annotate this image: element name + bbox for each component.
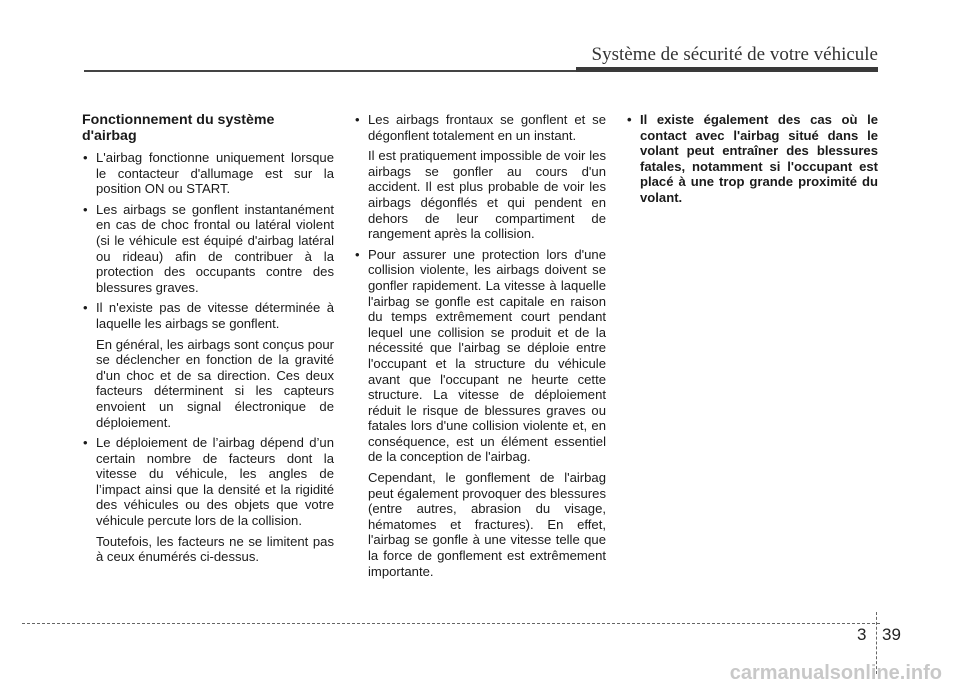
page-number: 39 (882, 625, 901, 644)
column-middle (354, 112, 606, 584)
paragraph-injuries: Cependant, le gonflement de l'airbag peut également provoquer des blessures (entre autres, abrasion du visage, hématomes et fractures). En effet, l'airbag se gonfle à une vitesse telle que la force de gonflement est extrêmement importante. (368, 470, 606, 579)
section-heading-line2: d'airbag (82, 128, 137, 144)
section-heading-line1: Fonctionnement du système (82, 112, 275, 128)
header-rule-thick (576, 67, 878, 72)
bullet-frontal-airbags: • Les airbags frontaux se gonflent et se dégonflent totalement en un instant. (354, 112, 606, 143)
header-title: Système de sécurité de votre véhicule (591, 44, 878, 65)
bullet-ignition: • L'airbag fonctionne uniquement lorsque le contacteur d'allumage est sur la position ON ou START. (82, 150, 334, 197)
column-left (82, 112, 334, 570)
bullet-speed: • Il n'existe pas de vitesse déterminée à laquelle les airbags se gonflent. (82, 300, 334, 331)
chapter-number: 3 (857, 625, 867, 644)
watermark: carmanualsonline.info (729, 662, 942, 684)
bullet-steering-wheel-warning: • Il existe également des cas où le contact avec l'airbag situé dans le volant peut entraîner des blessures fatales, notamment si l'occupant est placé à une trop grande proximité du volant. (626, 112, 878, 206)
header-rule-thin (84, 70, 576, 72)
bullet-deployment-factors: • Le déploiement de l’airbag dépend d’un certain nombre de facteurs dont la vitesse du véhicule, les angles de l’impact ainsi que la densité et la rigidité des véhicules ou des objets que votre véhicule percute lors de la collision. (82, 435, 334, 529)
bullet-rapid-inflation: • Pour assurer une protection lors d'une collision violente, les airbags doivent se gonfler rapidement. La vitesse à laquelle l'airbag se gonfle est capitale en raison du temps extrêmement court pendant lequel une collision se produit et de la nécessité que l'airbag se déploie entre l'occupant et la structure du véhicule avant que l'occupant ne heurte cette structure. La vitesse de déploiement réduit le risque de blessures graves ou fatales lors d'une collision violente et, en conséquence, est un élément essentiel de la conception de l'airbag. (354, 247, 606, 465)
paragraph-design: En général, les airbags sont conçus pour se déclencher en fonction de la gravité d'un choc et de sa direction. Ces deux facteurs déterminent si les capteurs envoient un signal électronique de déploiement. (96, 336, 334, 430)
paragraph-limits: Toutefois, les facteurs ne se limitent pas à ceux énumérés ci-dessus. (96, 533, 334, 565)
section-heading (82, 112, 334, 144)
footer-dashed-rule (22, 623, 880, 624)
column-right (626, 112, 878, 211)
bullet-instant-inflation: • Les airbags se gonflent instantanément en cas de choc frontal ou latéral violent (si le véhicule est équipé d'airbag latéral ou rideau) afin de contribuer à la protection des occupants contre des blessures graves. (82, 202, 334, 296)
paragraph-visibility: Il est pratiquement impossible de voir les airbags se gonfler au cours d'un accident. Il est plus probable de voir les airbags dégonflés et qui pendent en dehors de leur compartiment de rangement après la collision. (368, 148, 606, 242)
